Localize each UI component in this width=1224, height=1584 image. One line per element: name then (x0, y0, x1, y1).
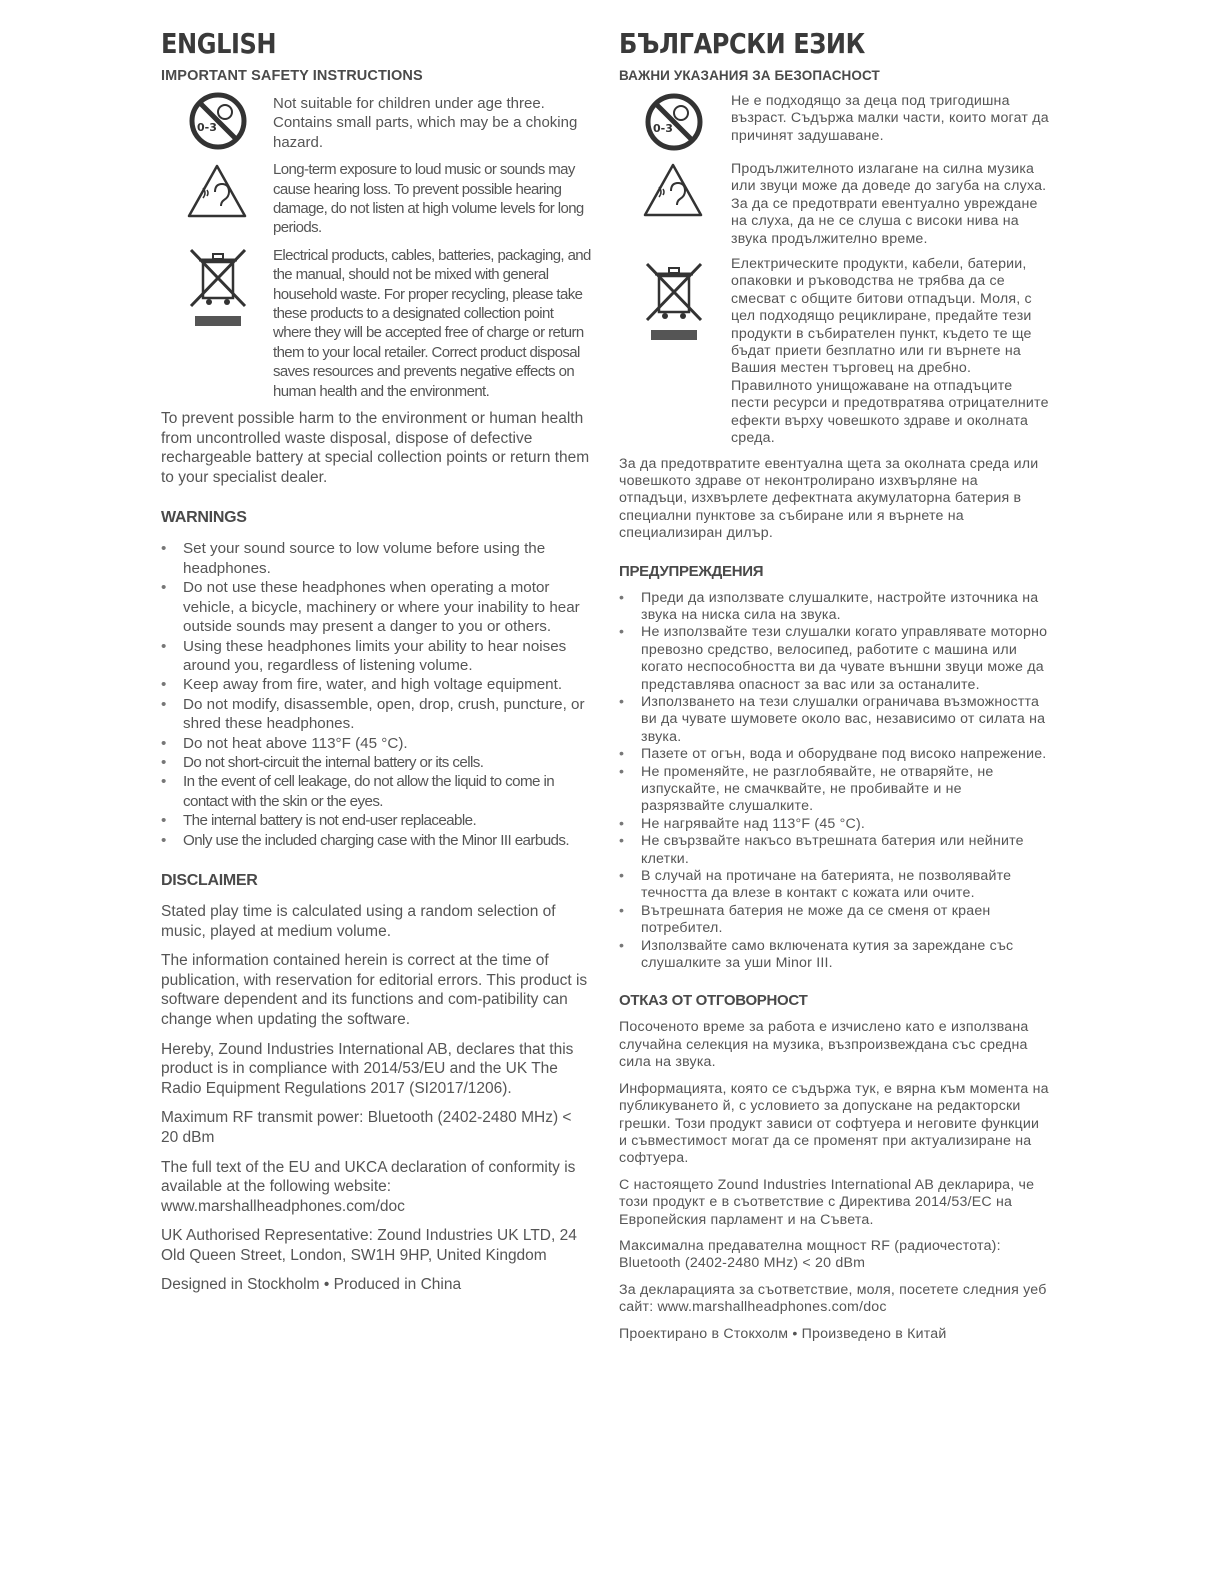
warning-item: • Преди да използвате слушалките, настройте източника на звука на ниска сила на звука. (619, 590, 1049, 625)
english-safety-subtitle: IMPORTANT SAFETY INSTRUCTIONS (161, 68, 423, 84)
disclaimer-paragraph: Stated play time is calculated using a random selection of music, played at medium volume. (161, 902, 556, 940)
bulgarian-title: БЪЛГАРСКИ ЕЗИК (619, 27, 865, 60)
disclaimer-paragraph: С настоящето Zound Industries International AB декларира, че този продукт е в съответствие с Директива 2014/53/ЕС на Европейския парламент и на Съвета. (619, 1176, 1035, 1228)
warnings-list (161, 539, 591, 850)
age-restriction-icon (161, 94, 273, 152)
bulgarian-safety-subtitle: ВАЖНИ УКАЗАНИЯ ЗА БЕЗОПАСНОСТ (619, 68, 880, 83)
warning-item: • Използвайте само включената кутия за зареждане със слушалките за уши Minor III. (619, 938, 1049, 973)
disclaimer-paragraph: UK Authorised Representative: Zound Industries UK LTD, 24 Old Queen Street, London, SW1H 9HP, United Kingdom (161, 1227, 577, 1264)
hearing-warning-icon (161, 160, 273, 238)
warning-item: • Използването на тези слушалки ограничава възможността ви да чувате шумовете около вас, независимо от силата на звука. (619, 694, 1049, 746)
warning-item: • Не свързвайте накъсо вътрешната батерия или нейните клетки. (619, 833, 1049, 868)
warning-item: • Не използвайте тези слушалки когато управлявате моторно превозно средство, велосипед, работите с машина или когато неспособността ви да чувате външни звуци може да представлява опасност за вас или за останалите. (619, 624, 1049, 694)
warnings-heading: WARNINGS (161, 509, 247, 527)
warning-item: • Do not heat above 113°F (45 °C). (161, 734, 591, 753)
origin-line: Designed in Stockholm • Produced in China (161, 1276, 462, 1294)
warning-item: • Пазете от огън, вода и оборудване под високо напрежение. (619, 746, 1049, 763)
weee-bin-icon (619, 256, 731, 447)
warning-item: • Only use the included charging case with the Minor III earbuds. (161, 831, 591, 850)
warning-item: • Не нагрявайте над 113°F (45 °C). (619, 816, 1049, 833)
warning-item: • Не променяйте, не разглобявайте, не отваряйте, не изпускайте, не смачквайте, не пробивайте и не разрязвайте слушалките. (619, 764, 1049, 816)
safety-text-hearing: Long-term exposure to loud music or sounds may cause hearing loss. To prevent possible hearing damage, do not listen at high volume levels for long periods. (273, 161, 584, 237)
warning-item: • Do not use these headphones when operating a motor vehicle, a bicycle, machinery or where your inability to hear outside sounds may present a danger to you or others. (161, 578, 591, 636)
safety-item-hearing (619, 161, 1049, 248)
safety-text-weee: Electrical products, cables, batteries, packaging, and the manual, should not be mixed with general household waste. For proper recycling, please take these products to a designated collection point where they will be accepted free of charge or return them to your local retailer. Correct product disposal saves resources and prevents negative effects on human health and the environment. (273, 246, 591, 400)
svg-text:0-3: 0-3 (653, 122, 673, 135)
safety-item-age (619, 93, 1049, 153)
warning-item: • Do not short-circuit the internal battery or its cells. (161, 753, 591, 772)
hearing-warning-icon (619, 161, 731, 248)
warning-item: • В случай на протичане на батерията, не позволявайте течността да влезе в контакт с кожата или очите. (619, 868, 1049, 903)
warning-item: • Keep away from fire, water, and high voltage equipment. (161, 675, 591, 694)
safety-item-hearing (161, 160, 591, 238)
warning-item: • Set your sound source to low volume before using the headphones. (161, 539, 591, 578)
warning-item: • The internal battery is not end-user replaceable. (161, 811, 591, 830)
origin-line: Проектирано в Стокхолм • Произведено в Китай (619, 1325, 947, 1342)
english-title: ENGLISH (161, 27, 277, 60)
svg-text:0-3: 0-3 (197, 121, 217, 134)
safety-item-age (161, 94, 591, 152)
warnings-heading: ПРЕДУПРЕЖДЕНИЯ (619, 562, 764, 580)
safety-text-hearing: Продължителното излагане на силна музика или звуци може да доведе до загуба на слуха. За да се предотврати евентуално увреждане на слуха, да не се слуша с високи нива на звука продължително време. (731, 161, 1047, 247)
battery-disposal-note: To prevent possible harm to the environment or human health from uncontrolled waste disposal, dispose of defective rechargeable battery at special collection points or return them to your specialist dealer. (161, 410, 590, 486)
safety-item-weee (619, 256, 1049, 447)
disclaimer-paragraph: The information contained herein is correct at the time of publication, with reservation for editorial errors. This product is software dependent and its functions and com-patibility can change when updating the software. (161, 952, 588, 1028)
warnings-list (619, 590, 1049, 973)
weee-bin-icon (161, 246, 273, 401)
safety-text-age: Not suitable for children under age three. Contains small parts, which may be a choking hazard. (273, 95, 578, 151)
warning-item: • Вътрешната батерия не може да се сменя от краен потребител. (619, 903, 1049, 938)
safety-item-weee (161, 246, 591, 401)
warning-item: • Do not modify, disassemble, open, drop, crush, puncture, or shred these headphones. (161, 695, 591, 734)
warning-item: • Using these headphones limits your ability to hear noises around you, regardless of listening volume. (161, 637, 591, 676)
safety-text-age: Не е подходящо за деца под тригодишна възраст. Съдържа малки части, които могат да причинят задушаване. (731, 93, 1049, 144)
disclaimer-paragraph: Максимална предавателна мощност RF (радиочестота): Bluetooth (2402-2480 MHz) < 20 dBm (619, 1237, 1001, 1272)
disclaimer-heading: ОТКАЗ ОТ ОТГОВОРНОСТ (619, 992, 808, 1010)
english-column (161, 26, 591, 1305)
disclaimer-paragraph: Maximum RF transmit power: Bluetooth (2402-2480 MHz) < 20 dBm (161, 1109, 572, 1146)
warning-item: • In the event of cell leakage, do not allow the liquid to come in contact with the skin or the eyes. (161, 772, 591, 811)
age-restriction-icon (619, 93, 731, 153)
disclaimer-paragraph: Hereby, Zound Industries International AB, declares that this product is in compliance with 2014/53/EU and the UK The Radio Equipment Regulations 2017 (SI2017/1206). (161, 1040, 574, 1097)
battery-disposal-note: За да предотвратите евентуална щета за околната среда или човешкото здраве от неконтролирано изхвърляне на отпадъци, изхвърлете дефектната акумулаторна батерия в специални пунктове за събиране или я върнете на специализиран дилър. (619, 455, 1039, 542)
disclaimer-paragraph: The full text of the EU and UKCA declaration of conformity is available at the following website: www.marshallheadphones.com/doc (161, 1158, 576, 1215)
disclaimer-paragraph: Информацията, която се съдържа тук, е вярна към момента на публикуването й, с условието за допускане на редакторски грешки. Този продукт зависи от софтуера и неговите функции и съвместимост могат да се променят при актуализиране на софтуера. (619, 1080, 1049, 1167)
disclaimer-heading: DISCLAIMER (161, 871, 258, 889)
disclaimer-paragraph: За декларацията за съответствие, моля, посетете следния уеб сайт: www.marshallheadphones.com/doc (619, 1281, 1047, 1316)
bulgarian-column (619, 26, 1049, 1352)
disclaimer-paragraph: Посоченото време за работа е изчислено като е използвана случайна селекция на музика, възпроизвеждана със средна сила на звука. (619, 1019, 1029, 1071)
safety-text-weee: Електрическите продукти, кабели, батерии, опаковки и ръководства не трябва да се смесват с общите битови отпадъци. Моля, с цел подходящо рециклиране, предайте тези продукти в събирателен пункт, където те ще бъдат приети безплатно или ги върнете на Вашия местен търговец на дребно. Правилното унищожаване на отпадъците пести ресурси и предотвратява отрицателните ефекти върху човешкото здраве и околната среда. (731, 256, 1049, 447)
